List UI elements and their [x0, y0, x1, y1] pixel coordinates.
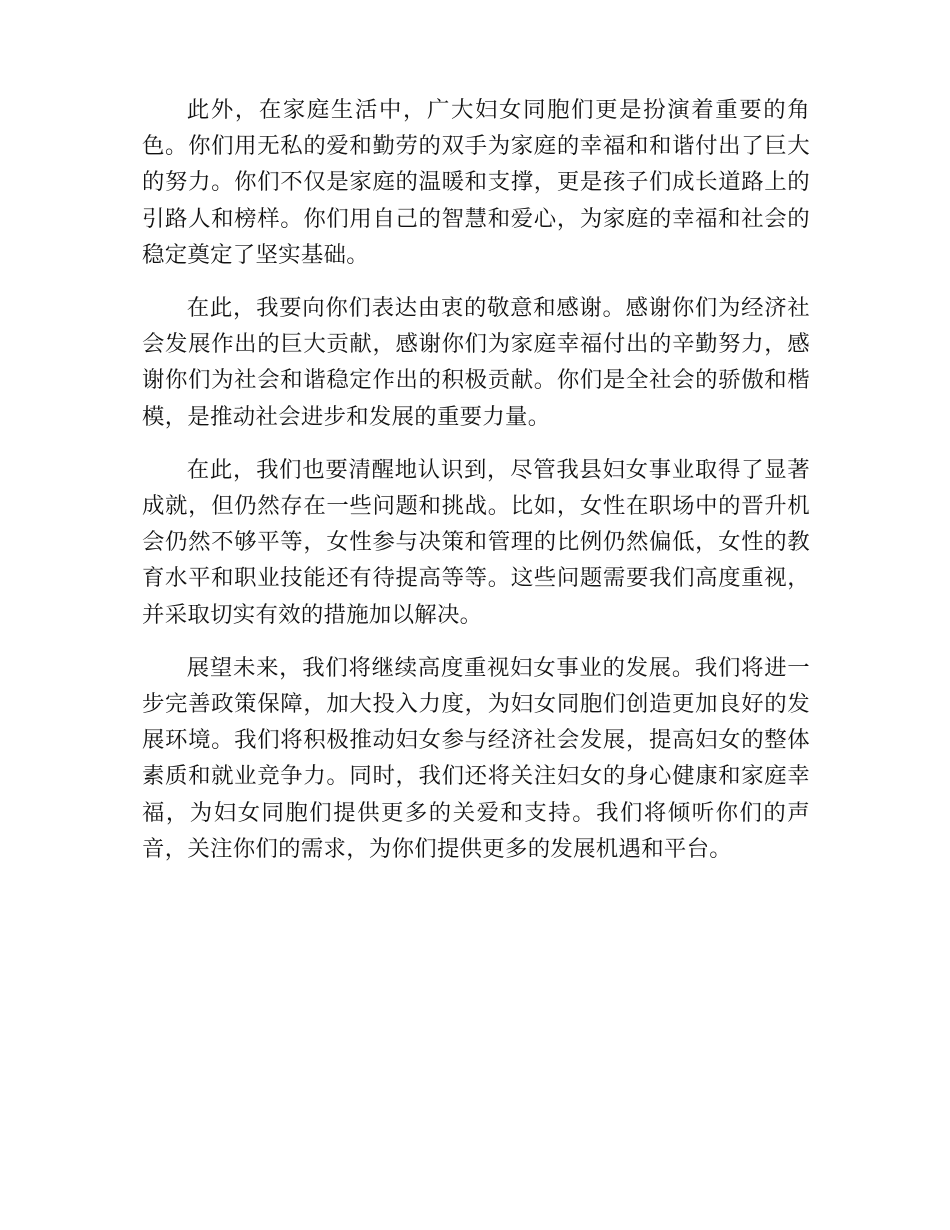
paragraph-challenges: 在此，我们也要清醒地认识到，尽管我县妇女事业取得了显著成就，但仍然存在一些问题和挑战。比如，女性在职场中的晋升机会仍然不够平等，女性参与决策和管理的比例仍然偏低，女性的教育水平和职业技能还有待提高等等。这些问题需要我们高度重视，并采取切实有效的措施加以解决。 — [142, 456, 810, 628]
paragraph-future-outlook: 展望未来，我们将继续高度重视妇女事业的发展。我们将进一步完善政策保障，加大投入力度，为妇女同胞们创造更加良好的发展环境。我们将积极推动妇女参与经济社会发展，提高妇女的整体素质和就业竞争力。同时，我们还将关注妇女的身心健康和家庭幸福，为妇女同胞们提供更多的关爱和支持。我们将倾听你们的声音，关注你们的需求，为你们提供更多的发展机遇和平台。 — [142, 654, 810, 862]
paragraph-gratitude: 在此，我要向你们表达由衷的敬意和感谢。感谢你们为经济社会发展作出的巨大贡献，感谢你们为家庭幸福付出的辛勤努力，感谢你们为社会和谐稳定作出的积极贡献。你们是全社会的骄傲和楷模，是推动社会进步和发展的重要力量。 — [142, 295, 810, 430]
paragraph-family-role: 此外，在家庭生活中，广大妇女同胞们更是扮演着重要的角色。你们用无私的爱和勤劳的双手为家庭的幸福和和谐付出了巨大的努力。你们不仅是家庭的温暖和支撑，更是孩子们成长道路上的引路人和榜样。你们用自己的智慧和爱心，为家庭的幸福和社会的稳定奠定了坚实基础。 — [142, 97, 810, 268]
